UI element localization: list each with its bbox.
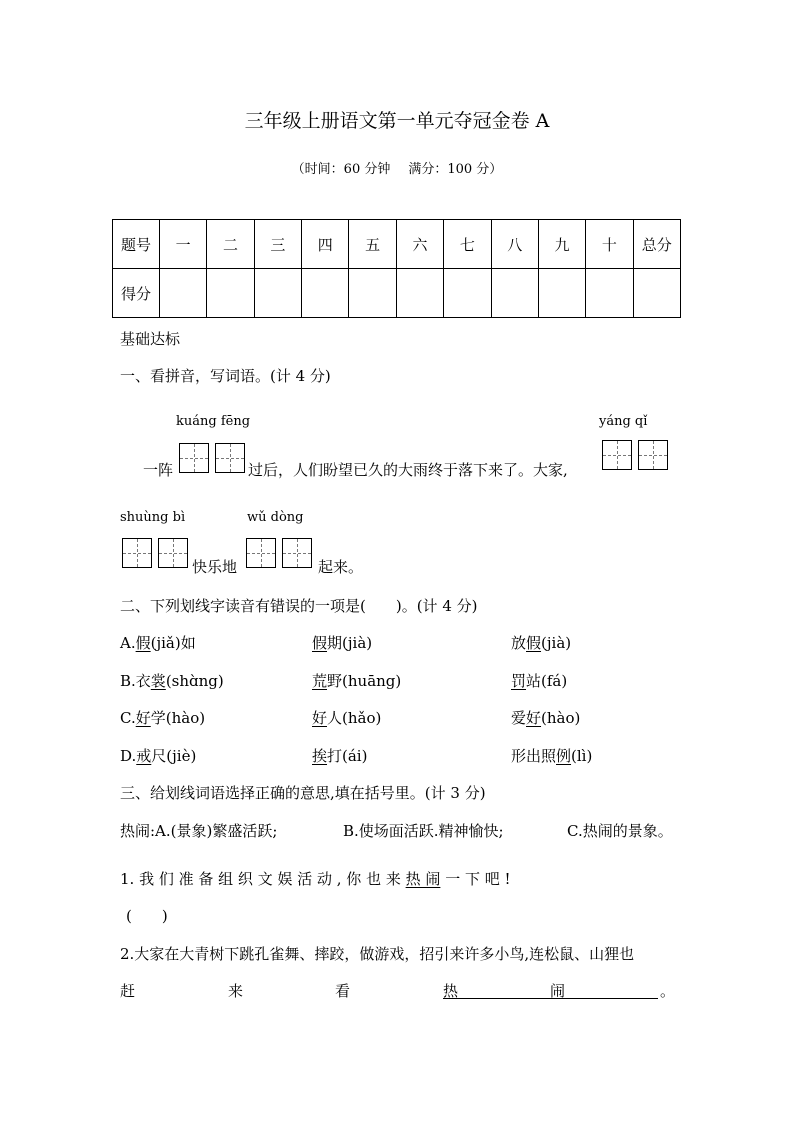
q1-text-3: 快乐地 xyxy=(192,558,238,576)
score-cell[interactable] xyxy=(349,269,396,318)
q3-sentence-2-word: 看 xyxy=(335,982,351,1000)
score-cell[interactable] xyxy=(160,269,207,318)
score-cell[interactable] xyxy=(396,269,443,318)
score-table-col-8: 八 xyxy=(491,220,538,269)
score-table-header-row xyxy=(113,220,681,269)
section-label: 基础达标 xyxy=(120,330,181,348)
write-box[interactable] xyxy=(215,443,245,473)
q1-pinyin-3: shuùng bì xyxy=(120,510,186,525)
q2-option: 挨打(ái) xyxy=(312,747,368,765)
q3-sentence-2-word: 来 xyxy=(228,982,244,1000)
score-table-col-4: 四 xyxy=(302,220,349,269)
q3-underline xyxy=(443,998,658,999)
score-table-row2-label: 得分 xyxy=(113,269,160,318)
q2-option: 形出照例(lì) xyxy=(511,747,593,765)
q1-text-4: 起来。 xyxy=(318,558,364,576)
score-table-score-row xyxy=(113,269,681,318)
q2-option: 荒野(huāng) xyxy=(312,672,402,690)
write-box[interactable] xyxy=(158,538,188,568)
score-table-col-10: 十 xyxy=(586,220,633,269)
q2-option: 好人(hǎo) xyxy=(312,709,382,727)
exam-full-score: 满分：100 分） xyxy=(408,162,503,177)
score-table-col-2: 二 xyxy=(207,220,254,269)
q3-option-c: C.热闹的景象。 xyxy=(567,822,673,840)
q3-sentence-2-word: 赶 xyxy=(120,982,136,1000)
write-box[interactable] xyxy=(602,440,632,470)
score-cell[interactable] xyxy=(444,269,491,318)
q1-pinyin-2: yáng qǐ xyxy=(599,414,648,429)
q1-text-2: 过后，人们盼望已久的大雨终于落下来了。大家, xyxy=(248,461,568,479)
write-box[interactable] xyxy=(179,443,209,473)
score-cell[interactable] xyxy=(491,269,538,318)
q1-pinyin-1: kuáng fēng xyxy=(176,414,251,429)
page-title: 三年级上册语文第一单元夺冠金卷 A xyxy=(244,110,550,132)
q2-heading: 二、下列划线字读音有错误的一项是( )。(计 4 分) xyxy=(120,597,478,615)
q3-answer-paren-1[interactable]: ( ) xyxy=(126,907,168,925)
score-table-col-9: 九 xyxy=(538,220,585,269)
score-table-row1-label: 题号 xyxy=(113,220,160,269)
score-cell[interactable] xyxy=(633,269,680,318)
write-box[interactable] xyxy=(638,440,668,470)
write-box[interactable] xyxy=(246,538,276,568)
q2-option: B.衣裳(shɑ̀ng) xyxy=(120,672,224,690)
score-table-col-6: 六 xyxy=(396,220,443,269)
q2-option: A.假(jiǎ)如 xyxy=(120,634,196,652)
write-box[interactable] xyxy=(282,538,312,568)
exam-time: （时间：60 分钟 xyxy=(291,162,391,177)
score-cell[interactable] xyxy=(586,269,633,318)
score-table-col-7: 七 xyxy=(444,220,491,269)
q3-sentence-2-word: 闹 xyxy=(550,982,566,1000)
score-cell[interactable] xyxy=(302,269,349,318)
score-table-col-5: 五 xyxy=(349,220,396,269)
q2-option: 放假(jià) xyxy=(511,634,572,652)
q2-option: D.戒尺(jiè) xyxy=(120,747,197,765)
q1-pinyin-4: wǔ dòng xyxy=(247,510,304,525)
q2-option: 爱好(hào) xyxy=(511,709,581,727)
q3-sentence-2-line1: 2.大家在大青树下跳孔雀舞、摔跤，做游戏，招引来许多小鸟,连松鼠、山狸也 xyxy=(120,945,635,963)
q2-option: C.好学(hào) xyxy=(120,709,206,727)
exam-info xyxy=(0,158,794,177)
q2-option: 罚站(fá) xyxy=(511,672,568,690)
q2-option: 假期(jià) xyxy=(312,634,373,652)
q3-sentence-2-word: 热 xyxy=(443,982,459,1000)
q3-option-a: 热闹:A.(景象)繁盛活跃; xyxy=(120,822,278,840)
q1-heading: 一、看拼音，写词语。(计 4 分) xyxy=(120,367,331,385)
q3-sentence-2-end: 。 xyxy=(660,982,676,1000)
q1-text-1: 一阵 xyxy=(143,461,174,479)
score-table-col-1: 一 xyxy=(160,220,207,269)
score-table xyxy=(112,219,681,318)
q3-option-b: B.使场面活跃.精神愉快; xyxy=(343,822,504,840)
write-box[interactable] xyxy=(122,538,152,568)
q3-sentence-1: 1. 我 们 准 备 组 织 文 娱 活 动 , 你 也 来 热 闹 一 下 吧 ! xyxy=(120,870,511,888)
score-cell[interactable] xyxy=(254,269,301,318)
score-table-col-3: 三 xyxy=(254,220,301,269)
q3-heading: 三、给划线词语选择正确的意思,填在括号里。(计 3 分) xyxy=(120,784,486,802)
score-table-col-total: 总分 xyxy=(633,220,680,269)
score-cell[interactable] xyxy=(538,269,585,318)
score-cell[interactable] xyxy=(207,269,254,318)
